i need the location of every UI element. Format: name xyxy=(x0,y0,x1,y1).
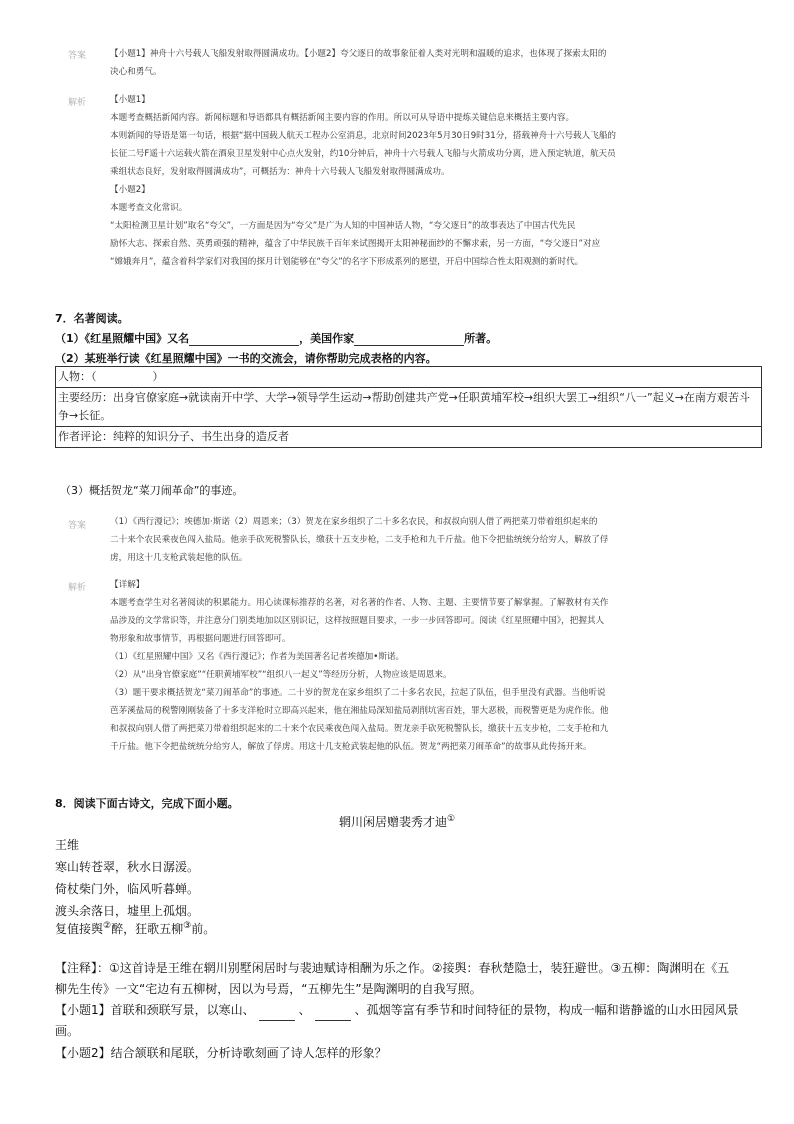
q6-analysis-line: 乘组状态良好，发射取得圆满成功”，可概括为：神舟十六号载人飞船发射取得圆满成功。 xyxy=(110,167,450,177)
q7-answer xyxy=(110,513,720,567)
poem-line xyxy=(55,920,215,937)
table-cell-experience: 主要经历：出身官僚家庭→就读南开中学、大学→领导学生运动→帮助创建共产党→任职黄埔军校→组织大罢工→组织“八一”起义→在南方艰苦斗争→长征。 xyxy=(56,388,762,427)
q7-answer-line: 二十来个农民乘夜色闯入盐局。他亲手砍死税警队长，缴获十五支步枪，二支手枪和九千斤盐。他下令把盐统统分给穷人，解放了俘 xyxy=(110,535,609,545)
q6-answer-line: 【小题1】神舟十六号载人飞船发射取得圆满成功。【小题2】夸父逐日的故事象征着人类对光明和温暖的追求，也体现了探索太阳的 xyxy=(110,49,607,59)
q6-analysis-line: 【小题2】 xyxy=(110,185,150,195)
q7-analysis-line: 【详解】 xyxy=(110,580,145,590)
poem-line-part: 复值接舆 xyxy=(55,922,104,936)
poem-line: 倚杖柴门外，临风听暮蝉。 xyxy=(55,882,200,896)
answer-blank[interactable] xyxy=(189,334,299,346)
q8-title: 8．阅读下面古诗文，完成下面小题。 xyxy=(55,797,239,810)
note-line: 【注释】：①这首诗是王维在辋川别墅闲居时与裴迪赋诗相酬为乐之作。②接舆：春秋楚隐士，装狂避世。③五柳：陶渊明在《五 xyxy=(55,961,730,975)
table-cell-person[interactable]: 人物：（ ） xyxy=(56,367,762,388)
footnote-marker: ② xyxy=(103,921,112,931)
footnote-marker: ① xyxy=(446,814,456,824)
biography-table xyxy=(55,366,762,448)
note-line: 柳先生传》一文“宅边有五柳树，因以为号焉，“五柳先生”是陶渊明的自我写照。 xyxy=(55,982,482,996)
answer-blank[interactable] xyxy=(354,334,464,346)
q7-analysis-line: 本题考查学生对名著阅读的积累能力。用心读课标推荐的名著，对名著的作者、人物、主题、主要情节要了解掌握。了解教材有关作 xyxy=(110,598,609,608)
poem-notes xyxy=(55,958,765,1000)
analysis-label: 解析 xyxy=(68,583,87,593)
poem-line-part: 前。 xyxy=(191,922,216,936)
q7-analysis-line: 千斤盐。他下令把盐统统分给穷人，解放了俘虏。用这十几支枪武装起他的队伍。贺龙“两把菜刀闹革命”的故事从此传扬开来。 xyxy=(110,742,592,752)
q7-sub1 xyxy=(55,330,497,346)
q7-analysis-line: 物形象和故事情节，再根据问题进行回答即可。 xyxy=(110,634,291,644)
q6-analysis-line: 本则新闻的导语是第一句话，根据“据中国载人航天工程办公室消息，北京时间2023年5月30日9时31分，搭载神舟十六号载人飞船的 xyxy=(110,131,617,141)
q6-analysis-line: 励怀大志、探索自然、英勇顽强的精神，蕴含了中华民族千百年来试图揭开太阳神秘面纱的不懈求索，另一方面，“夸父逐日”对应 xyxy=(110,239,601,249)
q7-analysis-line: 品涉及的文学常识等，并注意分门别类地加以区别识记，这样按照题目要求，一步一步回答即可。阅读《红星照耀中国》，把握其人 xyxy=(110,616,605,626)
table-cell-comment: 作者评论：纯粹的知识分子、书生出身的造反者 xyxy=(56,427,762,448)
answer-blank[interactable] xyxy=(259,1008,295,1021)
q7-answer-line: 虏，用这十几支枪武装起他的队伍。 xyxy=(110,553,248,563)
q6-answer xyxy=(110,45,720,81)
analysis-label: 解析 xyxy=(68,98,87,108)
poem-line: 寒山转苍翠，秋水日潺湲。 xyxy=(55,860,200,874)
q7-analysis-line: （3）题干要求概括贺龙“菜刀闹革命”的事迹。二十岁的贺龙在家乡组织了二十多名农民，拉起了队伍，但手里没有武器。当他听说 xyxy=(110,688,606,698)
q7-sub2: （2）某班举行读《红星照耀中国》一书的交流会，请你帮助完成表格的内容。 xyxy=(55,352,437,365)
q8-sub2: 【小题2】结合颔联和尾联，分析诗歌刻画了诗人怎样的形象？ xyxy=(55,1046,387,1060)
q7-analysis-line: 和叔叔向别人借了两把菜刀带着组织起来的二十来个农民乘夜色闯入盐局。贺龙亲手砍死税警队长，缴获十五支步枪，二支手枪和九 xyxy=(110,724,609,734)
q7-analysis xyxy=(110,576,720,756)
poem-line: 渡头余落日，墟里上孤烟。 xyxy=(55,904,200,918)
poem-title-text: 辋川闲居赠裴秀才迪 xyxy=(338,815,447,829)
q8-sub1 xyxy=(55,1000,765,1042)
answer-label: 答案 xyxy=(68,51,87,61)
q6-analysis-line: “太阳检测卫星计划”取名“夸父”，一方面是因为“夸父”是广为人知的中国神话人物，“夸父逐日”的故事表达了中国古代先民 xyxy=(110,221,576,231)
poem-author: 王维 xyxy=(55,838,80,852)
q6-analysis-line: 本题考查概括新闻内容。新闻标题和导语都具有概括新闻主要内容的作用。所以可从导语中提炼关键信息来概括主要内容。 xyxy=(110,113,575,123)
answer-blank[interactable] xyxy=(315,1008,351,1021)
poem-title xyxy=(0,813,794,830)
q7-analysis-line: （1）《红星照耀中国》又名《西行漫记》；作者为美国著名记者埃德加•斯诺。 xyxy=(110,652,405,662)
q8-sub1-text: 【小题1】首联和颈联写景，以寒山、 xyxy=(55,1003,255,1017)
q7-sub1-text: 所著。 xyxy=(464,332,498,345)
q6-analysis xyxy=(110,91,720,271)
q6-analysis-line: 本题考查文化常识。 xyxy=(110,203,188,213)
q7-analysis-line: （2）从“出身官僚家庭”“任职黄埔军校”“组织八一起义”等经历分析，人物应该是周恩来。 xyxy=(110,670,452,680)
answer-label: 答案 xyxy=(68,521,87,531)
q6-analysis-line: “嫦娥奔月”，蕴含着科学家们对我国的探月计划能够在“夸父”的名字下形成系列的愿望，开启中国综合性太阳观测的新时代。 xyxy=(110,257,584,267)
q8-sub1-text: 画。 xyxy=(55,1024,80,1038)
q7-analysis-line: 芭茅溪盐局的税警刚刚装备了十多支洋枪时立即高兴起来，他在湘盐局深知盐局剥削坑害百姓，罪大恶极，而税警更是为虎作伥。他 xyxy=(110,706,609,716)
q6-analysis-line: 长征二号F遥十六运载火箭在酒泉卫星发射中心点火发射，约10分钟后，神舟十六号载人飞船与火箭成功分离，进入预定轨道，航天员 xyxy=(110,149,616,159)
q8-sub1-text: 、孤烟等富有季节和时间特征的景物，构成一幅和谐静谧的山水田园风景 xyxy=(354,1003,739,1017)
q7-answer-line: （1）《西行漫记》；埃德加·斯诺（2）周恩来；（3）贺龙在家乡组织了二十多名农民，和叔叔向别人借了两把菜刀带着组织起来的 xyxy=(110,517,598,527)
q7-sub1-text: （1）《红星照耀中国》又名 xyxy=(55,332,190,345)
poem-line-part: 醉，狂歌五柳 xyxy=(111,922,184,936)
q7-sub1-text: ，美国作家 xyxy=(299,332,355,345)
footnote-marker: ③ xyxy=(183,921,192,931)
q8-sub1-text: 、 xyxy=(298,1003,311,1017)
q7-title: 7．名著阅读。 xyxy=(55,312,129,325)
q6-analysis-line: 【小题1】 xyxy=(110,95,150,105)
q7-sub3: （3）概括贺龙“菜刀闹革命”的事迹。 xyxy=(60,484,244,497)
q6-answer-line: 决心和勇气。 xyxy=(110,67,162,77)
